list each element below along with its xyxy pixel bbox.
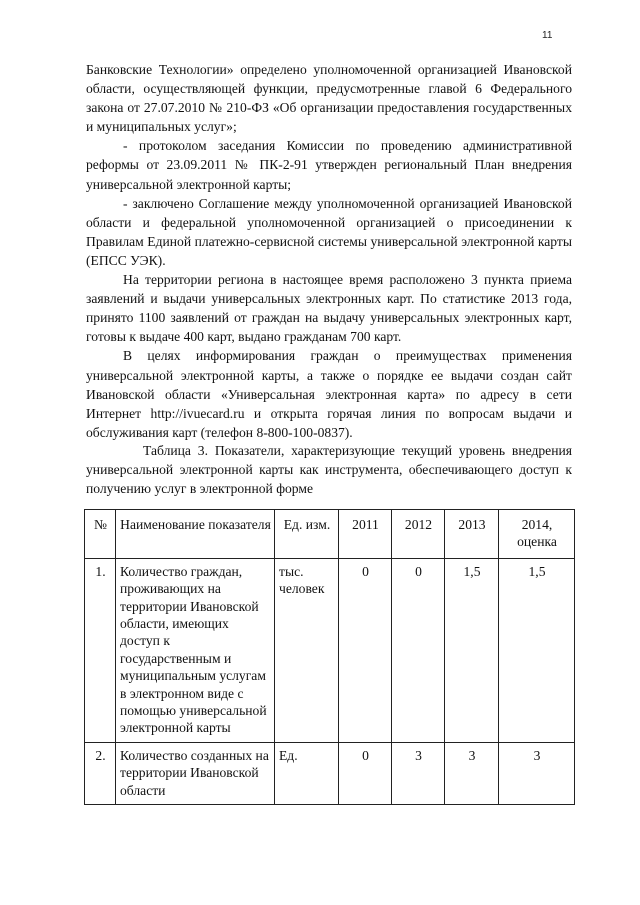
indicator-name: Количество граждан, проживающих на территории Ивановской области, имеющих доступ к государственным и муниципальным услугам в электронном виде с помощью универсальной электронной карты	[116, 558, 275, 742]
header-2013: 2013	[445, 510, 499, 559]
header-2014-estimate: 2014, оценка	[499, 510, 575, 559]
value-2014: 1,5	[499, 558, 575, 742]
paragraph: В целях информирования граждан о преимуществах применения универсальной электронной карты, а также о порядке ее выдачи создан сайт Ивановской области «Универсальная электронная карта» по адресу в сети Интернет http://ivuecard.ru и открыта горячая линия по вопросам выдачи и обслуживания карт (телефон 8-800-100-0837).	[86, 348, 572, 440]
value-2011: 0	[339, 742, 392, 804]
table-caption-text: Таблица 3. Показатели, характеризующие текущий уровень внедрения универсальной электронной карты как инструмента, обеспечивающего доступ к получению услуг в электронной форме	[86, 443, 572, 497]
page-number: 11	[542, 30, 553, 41]
value-2013: 3	[445, 742, 499, 804]
header-indicator-name: Наименование показателя	[116, 510, 275, 559]
header-2011: 2011	[339, 510, 392, 559]
table-header-row	[85, 510, 575, 559]
paragraph: - протоколом заседания Комиссии по проведению административной реформы от 23.09.2011 № ПК-2-91 утвержден региональный План внедрения универсальной электронной карты;	[86, 138, 572, 192]
unit-cell: тыс. человек	[275, 558, 339, 742]
value-2012: 3	[392, 742, 445, 804]
header-unit: Ед. изм.	[275, 510, 339, 559]
paragraph: На территории региона в настоящее время расположено 3 пункта приема заявлений и выдачи универсальных электронных карт. По статистике 2013 года, принято 1100 заявлений от граждан на выдачу универсальных электронных карт, готовы к выдаче 400 карт, выдано гражданам 700 карт.	[86, 272, 572, 345]
header-number: №	[85, 510, 116, 559]
value-2012: 0	[392, 558, 445, 742]
value-2011: 0	[339, 558, 392, 742]
unit-cell: Ед.	[275, 742, 339, 804]
header-2012: 2012	[392, 510, 445, 559]
indicators-table	[84, 509, 575, 805]
table-row	[85, 558, 575, 742]
indicator-name: Количество созданных на территории Ивановской области	[116, 742, 275, 804]
table-caption	[86, 441, 572, 498]
body-text	[86, 60, 572, 442]
value-2013: 1,5	[445, 558, 499, 742]
row-number: 2.	[85, 742, 116, 804]
value-2014: 3	[499, 742, 575, 804]
row-number: 1.	[85, 558, 116, 742]
table-row	[85, 742, 575, 804]
paragraph: Банковские Технологии» определено уполномоченной организацией Ивановской области, осуществляющей функции, предусмотренные главой 6 Федерального закона от 27.07.2010 № 210-ФЗ «Об организации предоставления государственных и муниципальных услуг»;	[86, 62, 572, 135]
paragraph: - заключено Соглашение между уполномоченной организацией Ивановской области и федеральной уполномоченной организацией о присоединении к Правилам Единой платежно-сервисной системы универсальной электронной карты (ЕПСС УЭК).	[86, 195, 572, 268]
